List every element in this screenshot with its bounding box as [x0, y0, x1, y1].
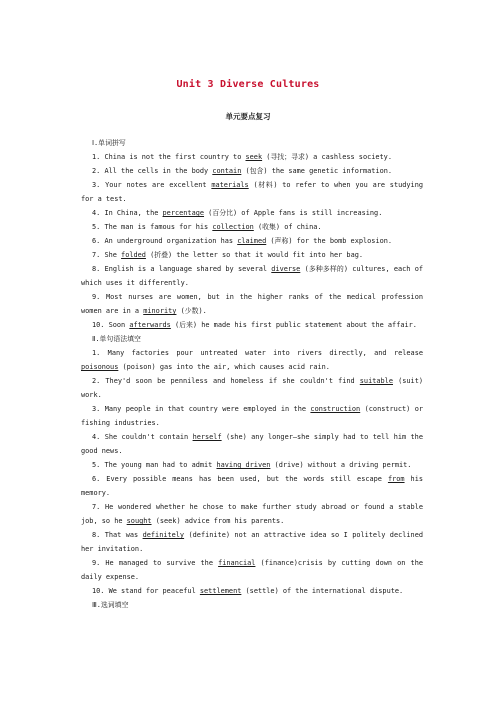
exercise-content [81, 136, 423, 612]
item-text: 6. An underground organization has [92, 237, 238, 245]
exercise-item [81, 402, 423, 430]
exercise-item [81, 458, 423, 472]
page-title: Unit 3 Diverse Cultures [176, 79, 320, 90]
item-text: 2. They'd soon be penniless and homeless if she couldn't find [92, 377, 360, 385]
exercise-item [81, 178, 423, 206]
item-text: 9. He managed to survive the [92, 559, 219, 567]
answer-word: having driven [216, 461, 271, 469]
answer-word: seek [245, 153, 263, 161]
item-text: (后来) he made his first public statement about the affair. [170, 321, 417, 329]
answer-word: construction [310, 405, 361, 413]
item-text: (多种多样的) cultures, each of which uses it differently. [81, 265, 424, 287]
item-text: 10. Soon [92, 321, 130, 329]
item-text: 1. China is not the first country to [92, 153, 246, 161]
answer-word: settlement [199, 587, 242, 595]
answer-word: definitely [142, 531, 185, 539]
item-text: his memory. [81, 475, 423, 497]
exercise-item [81, 206, 423, 220]
item-text: (suit) work. [81, 377, 423, 399]
answer-word: collection [212, 223, 254, 231]
exercise-item [81, 584, 423, 598]
answer-word: from [387, 475, 405, 483]
exercise-item [81, 262, 423, 290]
item-text: (drive) without a driving permit. [270, 461, 412, 469]
answer-word: suitable [359, 377, 393, 385]
item-text: 8. That was [92, 531, 143, 539]
answer-word: contain [212, 167, 242, 175]
exercise-item [81, 164, 423, 178]
item-text: (construct) or fishing industries. [81, 405, 423, 427]
item-text: 8. English is a language shared by several [92, 265, 272, 273]
exercise-item [81, 248, 423, 262]
exercise-item [81, 290, 423, 318]
answer-word: financial [218, 559, 256, 567]
item-text: 10. We stand for peaceful [92, 587, 200, 595]
answer-word: minority [143, 307, 177, 315]
item-text: (poison) gas into the air, which causes acid rain. [118, 363, 330, 371]
answer-word: diverse [271, 265, 301, 273]
answer-word: sought [126, 517, 152, 525]
item-text: 6. Every possible means has been used, but the words still escape [92, 475, 388, 483]
exercise-item [81, 346, 423, 374]
section-heading: Ⅲ.选词填空 [92, 601, 129, 609]
exercise-item [81, 500, 423, 528]
item-text: (definite) not an attractive idea so I politely declined her invitation. [81, 531, 423, 553]
item-text: 9. Most nurses are women, but in the higher ranks of the medical profession women are in a [81, 293, 423, 315]
item-text: 7. She [92, 251, 122, 259]
item-text: (少数). [176, 307, 207, 315]
item-text: 5. The man is famous for his [92, 223, 213, 231]
item-text: 3. Many people in that country were employed in the [92, 405, 311, 413]
item-text: (百分比) of Apple fans is still increasing. [204, 209, 383, 217]
item-text: (包含) the same genetic information. [241, 167, 393, 175]
exercise-item [81, 220, 423, 234]
answer-word: herself [192, 433, 222, 441]
exercise-item [81, 234, 423, 248]
answer-word: percentage [162, 209, 205, 217]
item-text: 4. She couldn't contain [92, 433, 193, 441]
answer-word: poisonous [81, 363, 119, 371]
item-text: (声称) for the bomb explosion. [266, 237, 393, 245]
exercise-item [81, 528, 423, 556]
exercise-item [81, 430, 423, 458]
item-text: 4. In China, the [92, 209, 163, 217]
item-text: 1. Many factories pour untreated water into rivers directly, and release [92, 349, 423, 357]
item-text: 5. The young man had to admit [92, 461, 217, 469]
item-text: 3. Your notes are excellent [92, 181, 212, 189]
page-subtitle: 单元要点复习 [225, 112, 271, 121]
exercise-item [81, 472, 423, 500]
answer-word: afterwards [129, 321, 171, 329]
exercise-item [81, 150, 423, 164]
item-text: (材料) to refer to when you are studying for a test. [81, 181, 423, 203]
section-heading: Ⅰ.单词拼写 [92, 139, 126, 147]
item-text: 2. All the cells in the body [92, 167, 213, 175]
item-text: (折叠) the letter so that it would fit into her bag. [145, 251, 364, 259]
item-text: (收集) of china. [253, 223, 322, 231]
item-text: (finance)crisis by cutting down on the daily expense. [81, 559, 424, 581]
answer-word: materials [211, 181, 249, 189]
exercise-item [81, 318, 423, 332]
exercise-item [81, 374, 423, 402]
item-text: (settle) of the international dispute. [241, 587, 404, 595]
item-text: (seek) advice from his parents. [151, 517, 285, 525]
exercise-item [81, 556, 423, 584]
item-text: (she) any longer—she simply had to tell him the good news. [81, 433, 423, 455]
answer-word: folded [121, 251, 146, 259]
answer-word: claimed [237, 237, 267, 245]
item-text: (寻找；寻求) a cashless society. [262, 153, 392, 161]
section-heading: Ⅱ.单句语法填空 [92, 335, 141, 343]
item-text: 7. He wondered whether he chose to make further study abroad or found a stable job, so he [81, 503, 423, 525]
